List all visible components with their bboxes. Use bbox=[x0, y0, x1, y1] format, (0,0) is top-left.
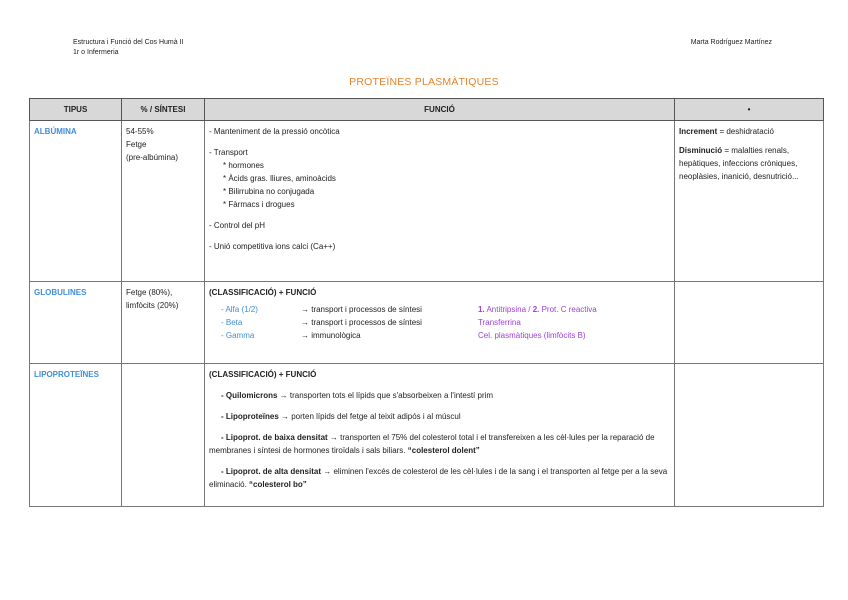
cell-function bbox=[205, 121, 675, 282]
lipo-text: → transporten tots el lípids que s'absorbeixen a l'intestí prim bbox=[277, 391, 494, 400]
lipo-quote: “colesterol dolent” bbox=[407, 446, 480, 455]
cell-type bbox=[30, 364, 122, 507]
protein-type-lipoproteines: LIPOPROTEÏNES bbox=[34, 370, 99, 379]
column-header-notes: • bbox=[675, 99, 824, 121]
lipo-hdl bbox=[209, 465, 670, 491]
synthesis-line: Fetge bbox=[126, 140, 147, 149]
globulin-classes bbox=[209, 303, 670, 342]
note-increment bbox=[679, 125, 819, 138]
classification-heading: (CLASSIFICACIÓ) + FUNCIÓ bbox=[209, 370, 317, 379]
protein-index: 2. bbox=[532, 305, 540, 314]
protein-name: Prot. C reactiva bbox=[539, 305, 597, 314]
function-item: - Manteniment de la pressió oncòtica bbox=[209, 127, 340, 136]
cell-function bbox=[205, 282, 675, 364]
cell-synthesis bbox=[122, 121, 205, 282]
note-text: = deshidratació bbox=[717, 127, 774, 136]
globulin-function: → immunològica bbox=[301, 331, 361, 340]
column-header-funcio: FUNCIÓ bbox=[205, 99, 675, 121]
lipo-ldl bbox=[209, 431, 670, 457]
lipo-label: - Lipoproteïnes bbox=[221, 412, 279, 421]
function-subitem: * hormones bbox=[223, 161, 264, 170]
lipo-quilomicrons bbox=[209, 389, 670, 402]
lipo-label: - Lipoprot. de baixa densitat bbox=[221, 433, 328, 442]
author-name: Marta Rodríguez Martínez bbox=[690, 39, 772, 46]
cell-type bbox=[30, 282, 122, 364]
cell-notes bbox=[675, 364, 824, 507]
note-label: Disminució bbox=[679, 146, 723, 155]
function-item: - Unió competitiva ions calci (Ca++) bbox=[209, 242, 336, 251]
cell-synthesis bbox=[122, 364, 205, 507]
note-disminucio bbox=[679, 144, 819, 183]
globulin-function: → transport i processos de síntesi bbox=[301, 318, 422, 327]
note-label: Increment bbox=[679, 127, 718, 136]
protein-type-albumina: ALBÚMINA bbox=[34, 127, 77, 136]
course-name: Estructura i Funció del Cos Humà II bbox=[73, 39, 184, 46]
note-text: = malalties renals, hepàtiques, infeccions cròniques, neoplàsies, inanició, desnutrició... bbox=[679, 146, 799, 181]
function-subitem: * Àcids gras. lliures, aminoàcids bbox=[223, 174, 336, 183]
cell-function bbox=[205, 364, 675, 507]
protein-name: Antitripsina / bbox=[484, 305, 533, 314]
function-item: - Control del pH bbox=[209, 221, 266, 230]
synthesis-line: 54-55% bbox=[126, 127, 154, 136]
table-row-globulines bbox=[30, 282, 824, 364]
classification-heading: (CLASSIFICACIÓ) + FUNCIÓ bbox=[209, 288, 317, 297]
globulin-type: - Gamma bbox=[221, 331, 255, 340]
function-subitem: * Bilirrubina no conjugada bbox=[223, 187, 315, 196]
cell-synthesis bbox=[122, 282, 205, 364]
course-year: 1r o Infermeria bbox=[73, 49, 119, 56]
globulin-proteins bbox=[478, 303, 670, 316]
table-header-row bbox=[30, 99, 824, 121]
cell-type bbox=[30, 121, 122, 282]
synthesis-line: Fetge (80%), bbox=[126, 288, 173, 297]
cell-notes bbox=[675, 282, 824, 364]
globulin-proteins: Transferrina bbox=[478, 318, 521, 327]
lipo-text: → eliminen l'excés de colesterol de les cèl·lules i de la sang i el transporten al fetge per a la seva eliminació. bbox=[209, 467, 668, 489]
lipo-label: - Quilomicrons bbox=[221, 391, 278, 400]
lipo-label: - Lipoprot. de alta densitat bbox=[221, 467, 322, 476]
lipo-lipoproteines bbox=[209, 410, 670, 423]
page-title: PROTEÏNES PLASMÀTIQUES bbox=[349, 76, 499, 88]
synthesis-line: limfòcits (20%) bbox=[126, 301, 179, 310]
function-item: - Transport bbox=[209, 148, 248, 157]
cell-notes bbox=[675, 121, 824, 282]
protein-index: 1. bbox=[478, 305, 485, 314]
function-subitem: * Fàrmacs i drogues bbox=[223, 200, 295, 209]
globulin-proteins: Cel. plasmàtiques (limfòcits B) bbox=[478, 331, 586, 340]
globulin-type: - Beta bbox=[221, 318, 243, 327]
table-row-albumina bbox=[30, 121, 824, 282]
globulin-function: → transport i processos de síntesi bbox=[301, 305, 422, 314]
synthesis-line: (pre-albúmina) bbox=[126, 153, 179, 162]
column-header-tipus: TIPUS bbox=[30, 99, 122, 121]
document-header-left bbox=[73, 38, 184, 58]
lipo-text: → transporten el 75% del colesterol total i el transfereixen a les cèl·lules per la reparació de membranes i síntesi de hormones tiroïdals i sals biliars. bbox=[209, 433, 655, 455]
table-row-lipoproteines bbox=[30, 364, 824, 507]
globulin-type: - Alfa (1/2) bbox=[221, 305, 258, 314]
column-header-sintesi: % / SÍNTESI bbox=[122, 99, 205, 121]
protein-type-globulines: GLOBULINES bbox=[34, 288, 87, 297]
lipo-text: → porten lípids del fetge al teixit adipós i al múscul bbox=[278, 412, 461, 421]
lipo-quote: “colesterol bo” bbox=[249, 480, 307, 489]
proteins-table bbox=[29, 98, 824, 507]
